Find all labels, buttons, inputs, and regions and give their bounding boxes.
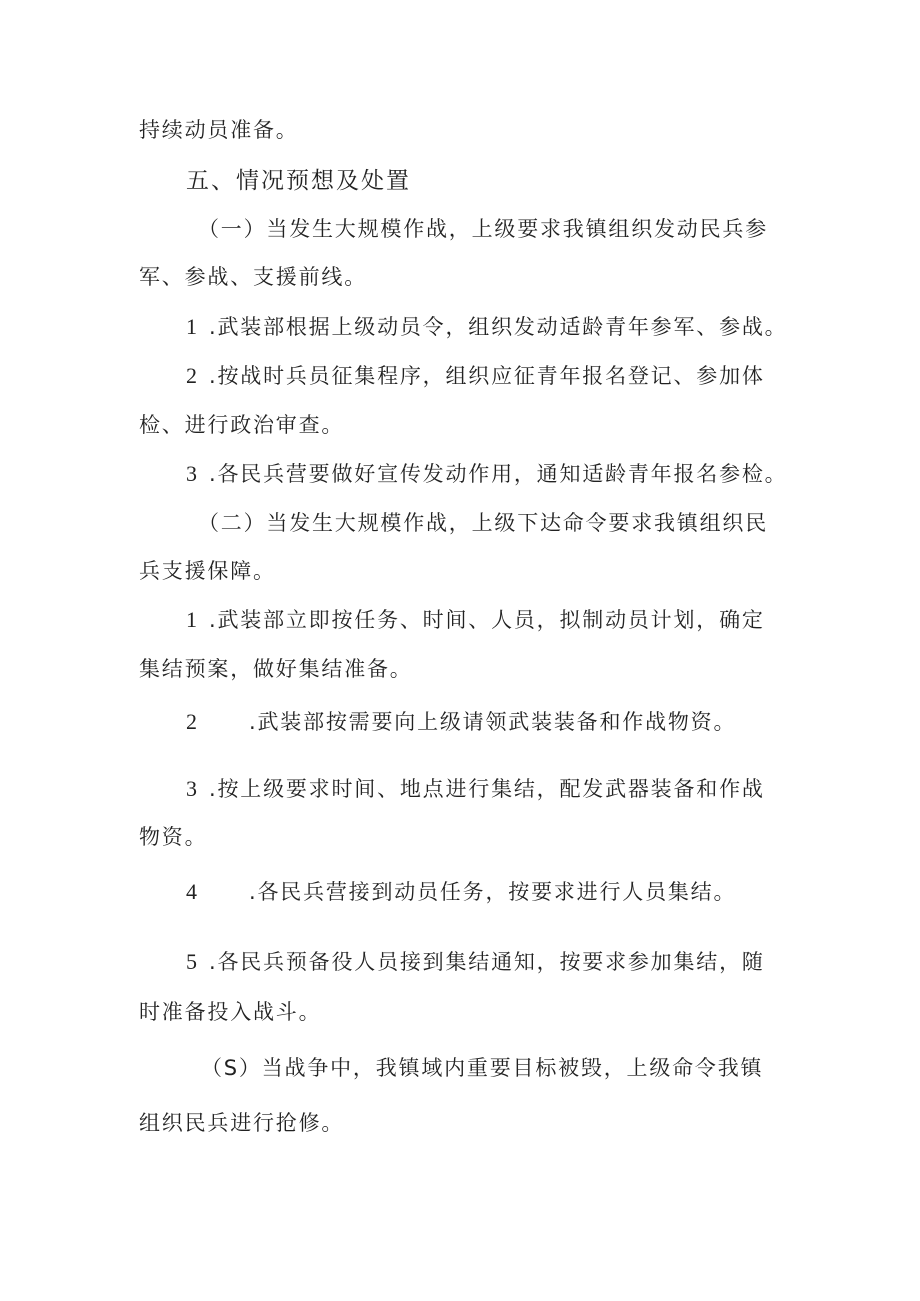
list-item-text: .武装部按需要向上级请领武装装备和作战物资。 xyxy=(249,710,737,734)
list-number: 1 xyxy=(186,314,197,339)
paragraph-line: 兵支援保障。 xyxy=(139,559,276,583)
list-item xyxy=(186,312,787,342)
paragraph-line: 组织民兵进行抢修。 xyxy=(139,1111,345,1135)
list-item xyxy=(186,605,765,635)
paragraph-line: 军、参战、支援前线。 xyxy=(139,265,367,289)
list-item-text: .按战时兵员征集程序，组织应征青年报名登记、参加体 xyxy=(209,364,765,388)
list-number: 1 xyxy=(186,607,197,632)
list-item xyxy=(186,459,787,489)
list-item xyxy=(186,947,765,977)
section-heading: 五、情况预想及处置 xyxy=(186,168,411,194)
list-item-text: .武装部立即按任务、时间、人员，拟制动员计划，确定 xyxy=(209,608,765,632)
list-number: 2 xyxy=(186,709,197,734)
paragraph-line: 物资。 xyxy=(139,825,208,849)
list-item-text: .武装部根据上级动员令，组织发动适龄青年参军、参战。 xyxy=(209,315,788,339)
paragraph-line: 持续动员准备。 xyxy=(139,118,299,142)
list-number: 2 xyxy=(186,363,197,388)
list-item xyxy=(186,361,765,391)
paragraph-line: 时准备投入战斗。 xyxy=(139,1000,322,1024)
paragraph-line: 检、进行政治审查。 xyxy=(139,413,345,437)
list-item-text: .各民兵营要做好宣传发动作用，通知适龄青年报名参检。 xyxy=(209,462,788,486)
paragraph-line: （S）当战争中，我镇域内重要目标被毁，上级命令我镇 xyxy=(201,1056,764,1080)
paragraph-line: 集结预案，做好集结准备。 xyxy=(139,657,413,681)
list-item-text: .各民兵营接到动员任务，按要求进行人员集结。 xyxy=(249,880,737,904)
list-number: 3 xyxy=(186,776,197,801)
list-number: 4 xyxy=(186,879,197,904)
list-item xyxy=(186,707,736,737)
paragraph-line: （一）当发生大规模作战，上级要求我镇组织发动民兵参 xyxy=(198,217,768,241)
paragraph-line: （二）当发生大规模作战，上级下达命令要求我镇组织民 xyxy=(198,511,768,535)
list-item-text: .按上级要求时间、地点进行集结，配发武器装备和作战 xyxy=(209,777,765,801)
list-item xyxy=(186,774,765,804)
list-number: 5 xyxy=(186,949,197,974)
list-item-text: .各民兵预备役人员接到集结通知，按要求参加集结，随 xyxy=(209,950,765,974)
list-item xyxy=(186,877,736,907)
list-number: 3 xyxy=(186,461,197,486)
